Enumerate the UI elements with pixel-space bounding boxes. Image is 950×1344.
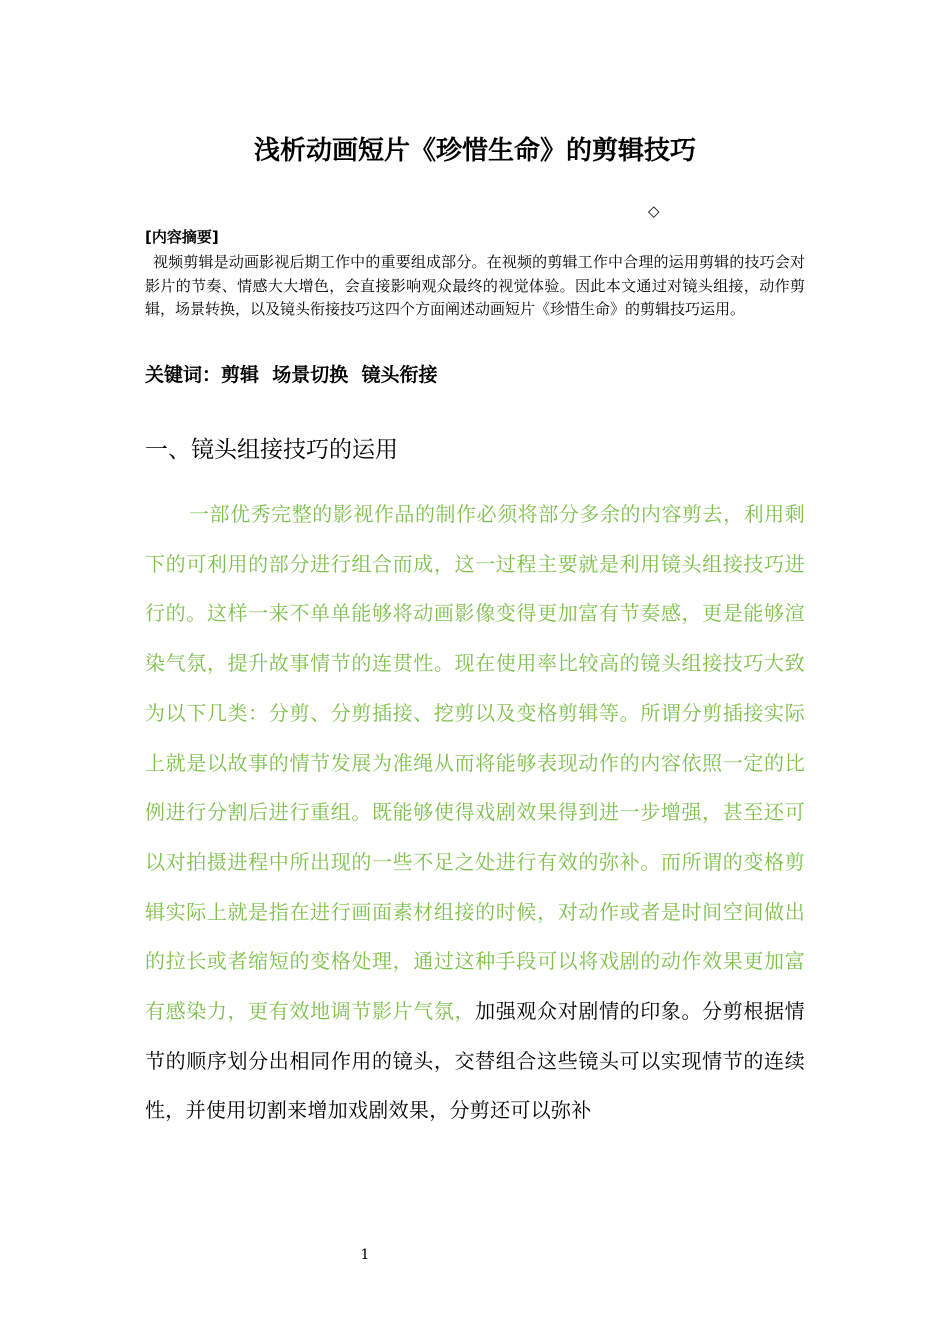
page-number: 1 — [360, 1247, 370, 1263]
section-heading: 一、镜头组接技巧的运用 — [145, 437, 398, 463]
highlighted-text: 一部优秀完整的影视作品的制作必须将部分多余的内容剪去，利用剩下的可利用的部分进行组合而成，这一过程主要就是利用镜头组接技巧进行的。这样一来不单单能够将动画影像变得更加富有节奏感，更是能够渲染气氛，提升故事情节的连贯性。现在使用率比较高的镜头组接技巧大致为以下几类：分剪、分剪插接、挖剪以及变格剪辑等。所谓分剪插接实际上就是以故事的情节发展为准绳从而将能够表现动作的内容依照一定的比例进行分割后进行重组。既能够使得戏剧效果得到进一步增强，甚至还可以对拍摄进程中所出现的一些不足之处进行有效的弥补。而所谓的变格剪辑实际上就是指在进行画面素材组接的时候，对动作或者是时间空间做出的拉长或者缩短的变格处理，通过这种手段可以将戏剧的动作效果更加富有感染力，更有效地调节影片气氛， — [145, 502, 805, 1024]
section-body-paragraph — [145, 490, 805, 1136]
abstract-text: 视频剪辑是动画影视后期工作中的重要组成部分。在视频的剪辑工作中合理的运用剪辑的技巧会对影片的节奏、情感大大增色，会直接影响观众最终的视觉体验。因此本文通过对镜头组接，动作剪辑，场景转换，以及镜头衔接技巧这四个方面阐述动画短片《珍惜生命》的剪辑技巧运用。 — [145, 253, 805, 318]
normal-text: 加强观众对剧情的印象。分剪根据情节的顺序划分出相同作用的镜头，交替组合这些镜头可以实现情节的连续性，并使用切割来增加戏剧效果，分剪还可以弥补 — [145, 999, 805, 1123]
abstract-label: [内容摘要] — [145, 228, 219, 246]
document-title: 浅析动画短片《珍惜生命》的剪辑技巧 — [253, 136, 696, 166]
keywords: 关键词：剪辑 场景切换 镜头衔接 — [145, 364, 438, 386]
author-marker: ◇ — [648, 202, 660, 220]
